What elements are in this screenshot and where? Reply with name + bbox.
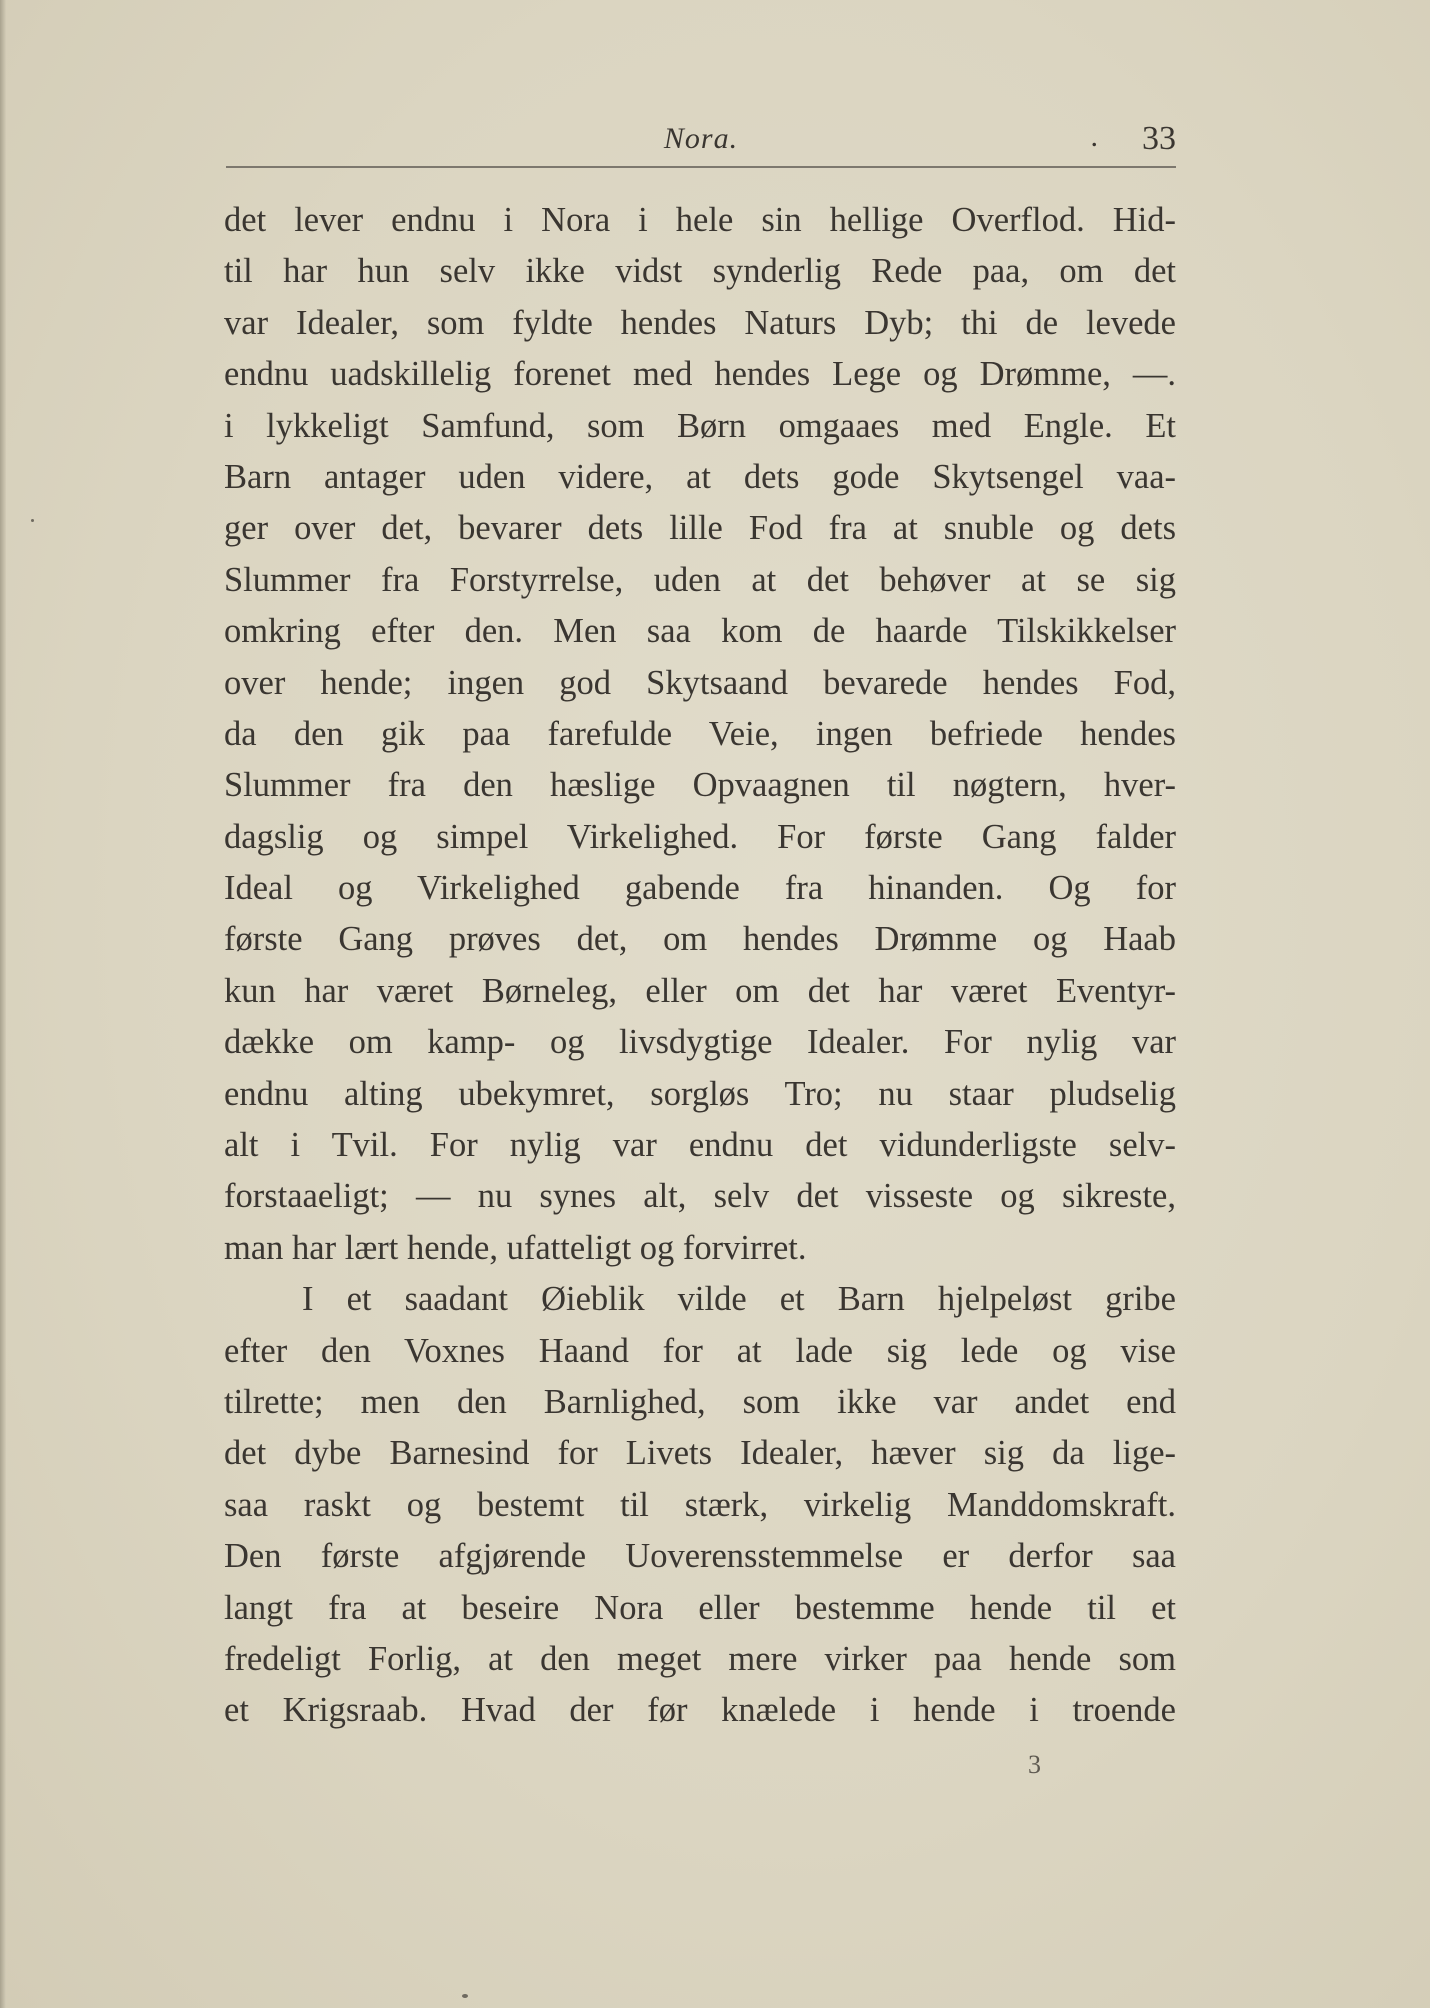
paragraph-end-line: man har lært hende, ufatteligt og forvirret. [224, 1228, 807, 1267]
text-line: tilrette; men den Barnlighed, som ikke var andet end [224, 1382, 1176, 1421]
text-line: da den gik paa farefulde Veie, ingen befriede hendes [224, 714, 1176, 753]
text-line: langt fra at beseire Nora eller bestemme hende til et [224, 1588, 1176, 1627]
text-line: dagslig og simpel Virkelighed. For første Gang falder [224, 817, 1176, 856]
text-line: endnu alting ubekymret, sorgløs Tro; nu staar pludselig [224, 1074, 1176, 1113]
page-number: 33 [1142, 120, 1176, 157]
text-line: over hende; ingen god Skytsaand bevarede hendes Fod, [224, 663, 1176, 702]
text-line: et Krigsraab. Hvad der før knælede i hende i troende [224, 1691, 1176, 1730]
text-line: første Gang prøves det, om hendes Drømme og Haab [224, 920, 1176, 959]
text-line: dække om kamp- og livsdygtige Idealer. For nylig var [224, 1023, 1176, 1062]
text-line: var Idealer, som fyldte hendes Naturs Dyb; thi de levede [224, 303, 1176, 342]
header-rule [226, 166, 1176, 168]
text-line: fredeligt Forlig, at den meget mere virker paa hende som [224, 1639, 1176, 1678]
text-line: i lykkeligt Samfund, som Børn omgaaes med Engle. Et [224, 406, 1176, 445]
body-text [224, 195, 1176, 1737]
text-line: Den første afgjørende Uoverensstemmelse er derfor saa [224, 1537, 1176, 1576]
text-line: Slummer fra den hæslige Opvaagnen til nøgtern, hver- [224, 766, 1176, 805]
page-edge-shadow [0, 0, 6, 2008]
text-line: kun har været Børneleg, eller om det har været Eventyr- [224, 971, 1176, 1010]
text-line: omkring efter den. Men saa kom de haarde Tilskikkelser [224, 612, 1176, 651]
text-line: det dybe Barnesind for Livets Idealer, hæver sig da lige- [224, 1434, 1176, 1473]
text-line: endnu uadskillelig forenet med hendes Lege og Drømme, —. [224, 355, 1176, 394]
running-title: Nora. [663, 122, 739, 155]
paragraph-start-line: I et saadant Øieblik vilde et Barn hjelpeløst gribe [302, 1280, 1176, 1319]
paper-speck [462, 1994, 468, 1998]
text-line: til har hun selv ikke vidst synderlig Rede paa, om det [224, 252, 1176, 291]
running-header [226, 118, 1176, 168]
text-line: ger over det, bevarer dets lille Fod fra at snuble og dets [224, 509, 1176, 548]
text-line: efter den Voxnes Haand for at lade sig lede og vise [224, 1331, 1176, 1370]
text-line: alt i Tvil. For nylig var endnu det vidunderligste selv- [224, 1126, 1176, 1165]
paper-speck [31, 519, 34, 522]
signature-mark: 3 [1028, 1750, 1041, 1779]
text-line: saa raskt og bestemt til stærk, virkelig Manddomskraft. [224, 1485, 1176, 1524]
text-line: forstaaeligt; — nu synes alt, selv det visseste og sikreste, [224, 1177, 1176, 1216]
text-line: det lever endnu i Nora i hele sin hellige Overflod. Hid- [224, 201, 1176, 239]
text-line: Ideal og Virkelighed gabende fra hinanden. Og for [224, 869, 1176, 908]
text-line: Slummer fra Forstyrrelse, uden at det behøver at se sig [224, 560, 1176, 599]
text-line: Barn antager uden videre, at dets gode Skytsengel vaa- [224, 457, 1176, 496]
header-dot: . [1090, 120, 1098, 153]
